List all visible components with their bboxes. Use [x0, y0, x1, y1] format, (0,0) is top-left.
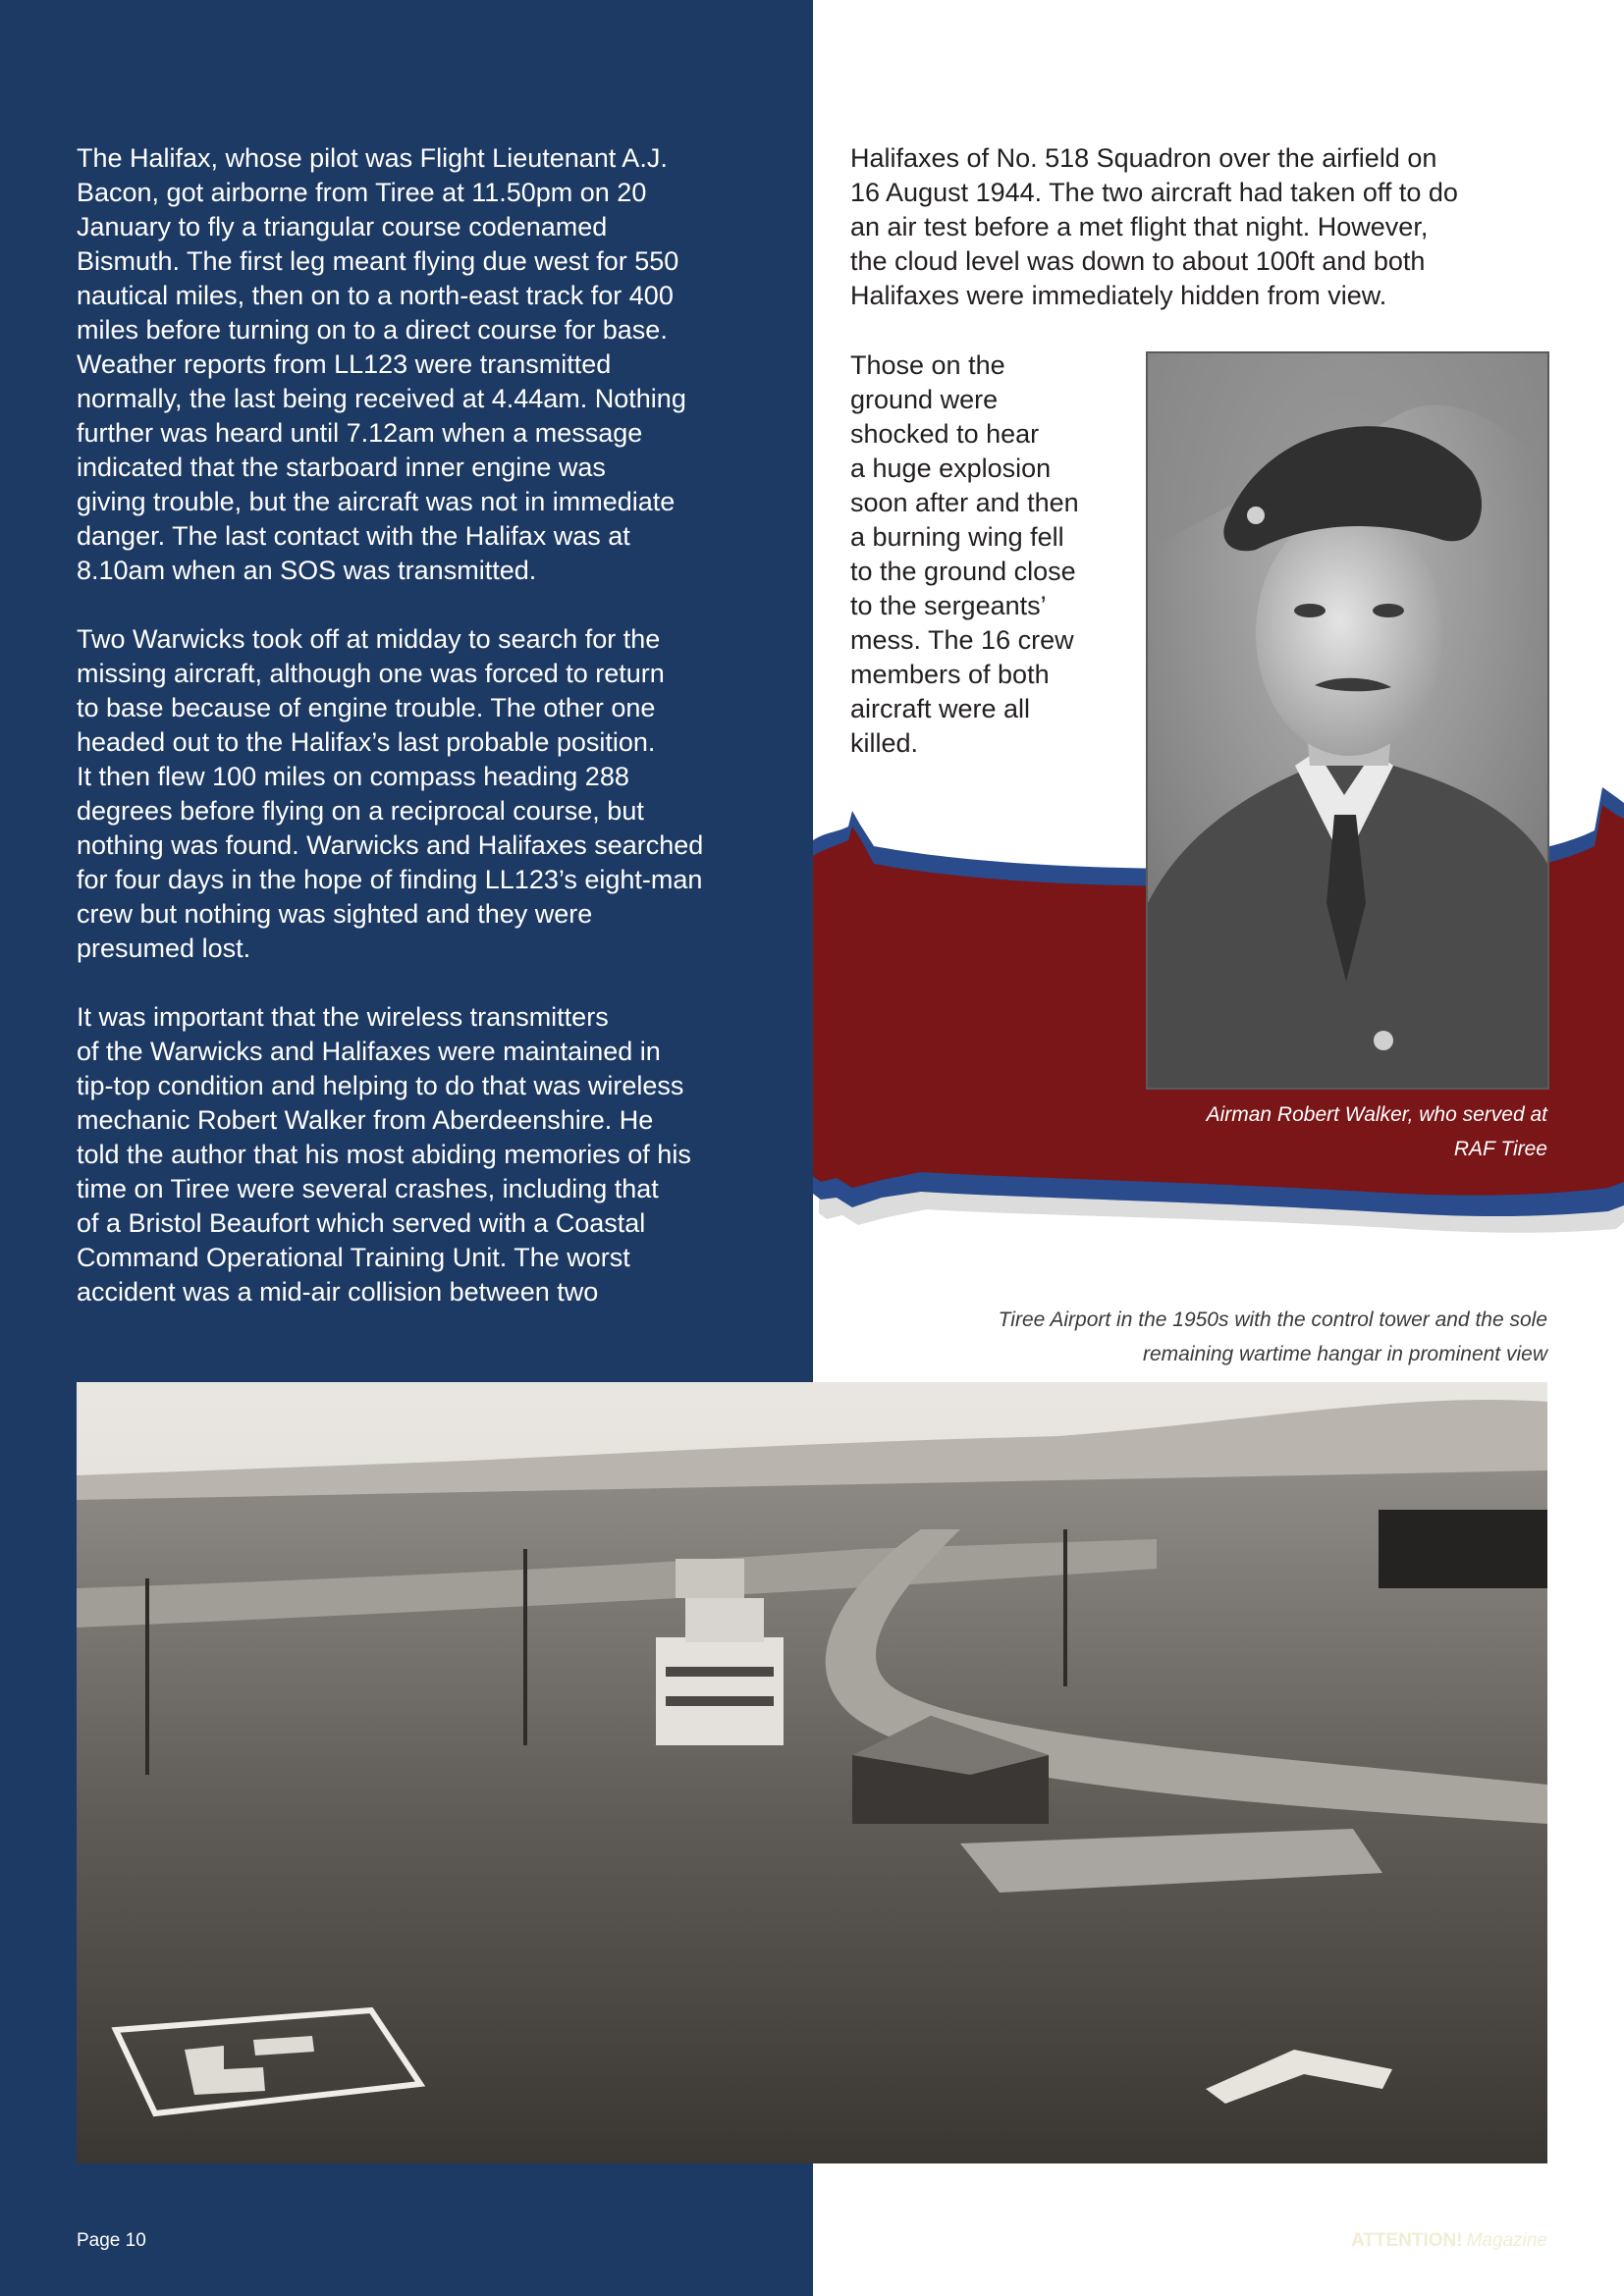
paragraph-robert-walker: It was important that the wireless transmitters of the Warwicks and Halifaxes were maintained in tip-top condition and helping to do that was wireless mechanic Robert Walker from Aberdeenshire. He told the author that his most abiding memories of his time on Tiree were several crashes, including that of a Bristol Beaufort which served with a Coastal Command Operational Training Unit. The worst accident was a mid-air collision between two — [77, 1002, 691, 1307]
article-right-column — [850, 141, 1557, 347]
paragraph-warwick-search: Two Warwicks took off at midday to search for the missing aircraft, although one was forced to return to base because of engine trouble. The other one headed out to the Halifax’s last probable position. It then flew 100 miles on compass heading 288 degrees before flying on a reciprocal course, but nothing was found. Warwicks and Halifaxes searched for four days in the hope of finding LL123’s eight-man crew but nothing was sighted and they were presumed lost. — [77, 624, 704, 963]
page-number: Page 10 — [77, 2230, 146, 2251]
airport-illustration — [77, 1382, 1547, 2163]
caption-portrait: Airman Robert Walker, who served at RAF Tiree — [1206, 1103, 1547, 1160]
magazine-brand: ATTENTION! — [1350, 2230, 1463, 2251]
tiree-airport-photo — [77, 1382, 1547, 2163]
caption-airport: Tiree Airport in the 1950s with the control tower and the sole remaining wartime hangar in prominent view — [998, 1308, 1547, 1365]
paragraph-518-squadron: Halifaxes of No. 518 Squadron over the airfield on 16 August 1944. The two aircraft had taken off to do an air test before a met flight that night. However, the cloud level was down to about 100ft and both Halifaxes were immediately hidden from view. — [850, 143, 1458, 310]
paragraph-explosion: Those on the ground were shocked to hear a huge explosion soon after and then a burning wing fell to the ground close to the sergeants’ mess. The 16 crew members of both aircraft were all killed. — [850, 350, 1079, 758]
article-left-column — [77, 141, 784, 1344]
magazine-title — [1351, 2230, 1547, 2252]
portrait-robert-walker — [1146, 351, 1549, 1090]
magazine-brand-suffix: Magazine — [1466, 2230, 1547, 2251]
portrait-illustration — [1148, 353, 1547, 1088]
paragraph-halifax-flight: The Halifax, whose pilot was Flight Lieutenant A.J. Bacon, got airborne from Tiree at 11.50pm on 20 January to fly a triangular course codenamed Bismuth. The first leg meant flying due west for 550 nautical miles, then on to a north-east track for 400 miles before turning on to a direct course for base. Weather reports from LL123 were transmitted normally, the last being received at 4.44am. Nothing further was heard until 7.12am when a message indicated that the starboard inner engine was giving trouble, but the aircraft was not in immediate danger. The last contact with the Halifax was at 8.10am when an SOS was transmitted. — [77, 143, 686, 585]
